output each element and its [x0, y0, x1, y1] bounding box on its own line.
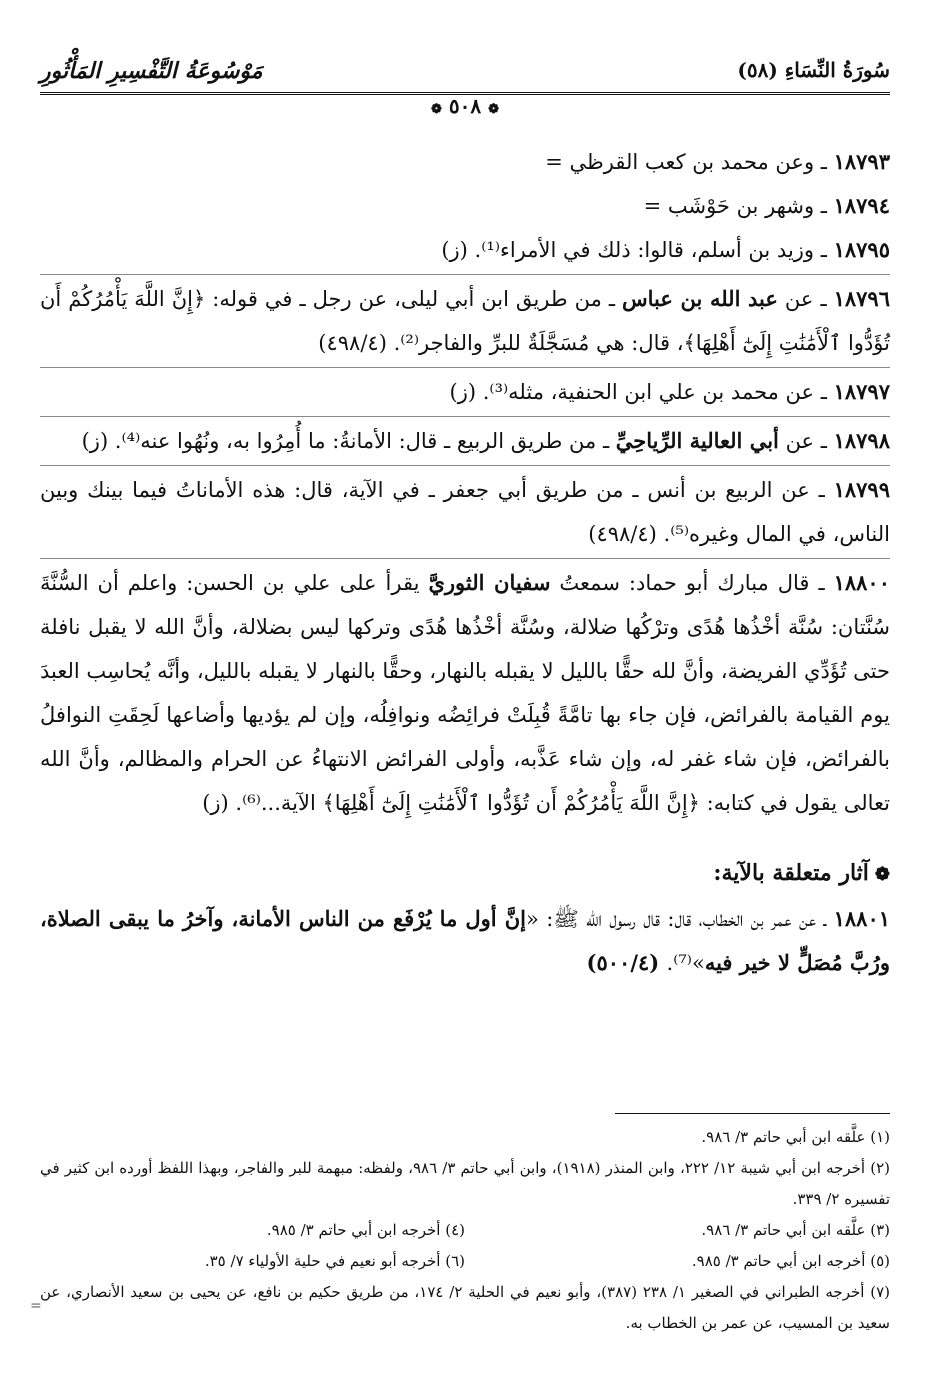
footnotes: [40, 1122, 890, 1339]
entry-prefix: ـ عن: [777, 287, 834, 311]
entry-source: أبي العالية الرِّياحِيِّ: [615, 428, 779, 453]
entry-number: ١٨٨٠٠: [833, 570, 890, 595]
main-text: [40, 140, 890, 985]
entry-source: سفيان الثوريَّ: [428, 570, 551, 595]
entry-text: ـ عن محمد بن علي ابن الحنفية، مثله⁽³⁾. (ز): [449, 380, 834, 404]
entry-divider: [40, 367, 890, 368]
entry-divider: [40, 558, 890, 559]
entry-divider: [40, 416, 890, 417]
entry-number: ١٨٧٩٧: [833, 379, 890, 404]
book-title: مَوْسُوعَةُ التَّفْسِيرِ المَأْثُورِ: [40, 58, 263, 84]
footnote-row: [40, 1246, 890, 1277]
entry-text: ـ وزيد بن أسلم، قالوا: ذلك في الأمراء⁽¹⁾. (ز): [441, 238, 834, 262]
footnote-5: (٥) أخرجه ابن أبي حاتم ٣/ ٩٨٥.: [691, 1252, 890, 1270]
entry-source: عبد الله بن عباس: [621, 286, 778, 311]
entry-divider: [40, 465, 890, 466]
footnote-6: (٦) أخرجه أبو نعيم في حلية الأولياء ٧/ ٣٥.: [204, 1252, 465, 1270]
entry-text: ـ من طريق ابن أبي ليلى، عن رجل ـ في قوله: ﴿إِنَّ اللَّهَ يَأْمُرُكُمْ أَن تُؤَدُّوا ٱلْأَمَٰنَٰتِ إِلَىٰٓ أَهْلِهَا﴾، قال: هي مُسَجَّلَةٌ للبرِّ والفاجر⁽²⁾.: [40, 287, 890, 355]
footnote-3: (٣) علَّقه ابن أبي حاتم ٣/ ٩٨٦.: [701, 1221, 890, 1239]
entry-reference: (٤٩٨/٤): [588, 522, 664, 546]
entry-text: ـ من طريق الربيع ـ قال: الأمانةُ: ما أُمِرُوا به، ونُهُوا عنه⁽⁴⁾. (ز): [81, 429, 616, 453]
entry-18798: [40, 419, 890, 463]
footnote-rule: [615, 1113, 890, 1114]
flower-icon: ❁: [874, 864, 890, 885]
margin-mark: =: [30, 1298, 42, 1314]
entry-18799: [40, 468, 890, 556]
footnote-7: (٧) أخرجه الطبراني في الصغير ١/ ٢٣٨ (٣٨٧)، وأبو نعيم في الحلية ٢/ ١٧٤، من طريق حكيم بن نافع، عن يحيى بن سعيد الأنصاري، عن سعيد بن المسيب، عن عمر بن الخطاب به.: [40, 1283, 891, 1332]
section-title: آثار متعلقة بالآية:: [713, 860, 869, 886]
entry-prefix: ـ عن: [778, 429, 834, 453]
page: [30, 40, 891, 1360]
surah-title: سُورَةُ النِّسَاءِ (٥٨): [737, 58, 890, 82]
entry-number: ١٨٧٩٤: [833, 193, 890, 218]
entry-prefix: ـ عن عمر بن الخطاب، قال: قال رسول الله ﷺ: «: [525, 907, 834, 931]
entry-reference: (٥٠٠/٤): [586, 950, 667, 975]
entry-18800: [40, 561, 890, 825]
entry-suffix: »⁽⁷⁾.: [666, 951, 705, 975]
page-number: [405, 94, 525, 118]
footnote-row: [40, 1215, 890, 1246]
footnote-2: (٢) أخرجه ابن أبي شيبة ١٢/ ٢٢٢، وابن المنذر (١٩١٨)، وابن أبي حاتم ٣/ ٩٨٦، ولفظه: مبهمة للبر والفاجر، وبهذا اللفظ أورده ابن كثير في تفسيره ٢/ ٣٣٩.: [40, 1159, 890, 1208]
entry-text: يقرأ على علي بن الحسن: واعلم أن السُّنَّةَ سُنَّتان: سُنَّة أخْذُها هُدًى وترْكُها ضلالة، وسُنَّة أخْذُها هُدًى وتركها ليس بضلالة، وأنَّ الله لا يقبل نافلة حتى تُؤَدِّي الفريضة، وأنَّ لله حقًّا بالليل لا يقبله بالنهار، وحقًّا بالنهار لا يقبله بالليل، وأنَّه يُحاسِب العبدَ يوم القيامة بالفرائض، فإن جاء بها تامَّةً قُبِلَتْ فرائِضُه ونوافِلُه، وإن لم يؤديها وأضاعها لَحِقَتِ النوافلُ بالفرائض، فإن شاء غفر له، وإن شاء عَذَّبه، وأولى الفرائض الانتهاءُ عن الحرام والمظالم، وأنَّ الله تعالى يقول في كتابه: ﴿إِنَّ اللَّهَ يَأْمُرُكُمْ أَن تُؤَدُّوا ٱلْأَمَٰنَٰتِ إِلَىٰٓ أَهْلِهَا﴾ الآية...⁽⁶⁾. (ز): [40, 571, 890, 815]
ornament-icon: ❁: [488, 102, 499, 117]
entry-number: ١٨٧٩٨: [833, 428, 890, 453]
entry-number: ١٨٨٠١: [833, 906, 891, 931]
section-heading: [40, 851, 890, 897]
entry-number: ١٨٧٩٩: [833, 477, 890, 502]
entry-18794: [40, 184, 890, 228]
footnote-1: (١) علَّقه ابن أبي حاتم ٣/ ٩٨٦.: [701, 1128, 890, 1146]
entry-reference: (٤٩٨/٤): [318, 331, 394, 355]
entry-18793: [40, 140, 890, 184]
entry-number: ١٨٧٩٥: [833, 237, 890, 262]
entry-18796: [40, 277, 890, 365]
footnote-4: (٤) أخرجه ابن أبي حاتم ٣/ ٩٨٥.: [266, 1221, 465, 1239]
entry-number: ١٨٧٩٦: [833, 286, 890, 311]
entry-prefix: ـ قال مبارك أبو حماد: سمعتُ: [550, 571, 834, 595]
entry-text: ـ وعن محمد بن كعب القرظي =: [545, 150, 834, 174]
ornament-icon: ❁: [431, 102, 442, 117]
page-number-value: ٥٠٨: [448, 94, 482, 118]
entry-18801: [40, 897, 890, 985]
entry-text: ـ وشهر بن حَوْشَب =: [643, 194, 834, 218]
entry-text: ـ عن الربيع بن أنس ـ من طريق أبي جعفر ـ في الآية، قال: هذه الأماناتُ فيما بينك وبين الناس، في المال وغيره⁽⁵⁾.: [40, 478, 890, 546]
hadith-text: إنَّ أول ما يُرْفَع من الناس الأمانة، وآخرُ ما يبقى الصلاة، ورُبَّ مُصَلٍّ لا خير فيه: [40, 906, 890, 975]
entry-divider: [40, 274, 890, 275]
entry-18795: [40, 228, 890, 272]
entry-18797: [40, 370, 890, 414]
entry-number: ١٨٧٩٣: [833, 149, 890, 174]
